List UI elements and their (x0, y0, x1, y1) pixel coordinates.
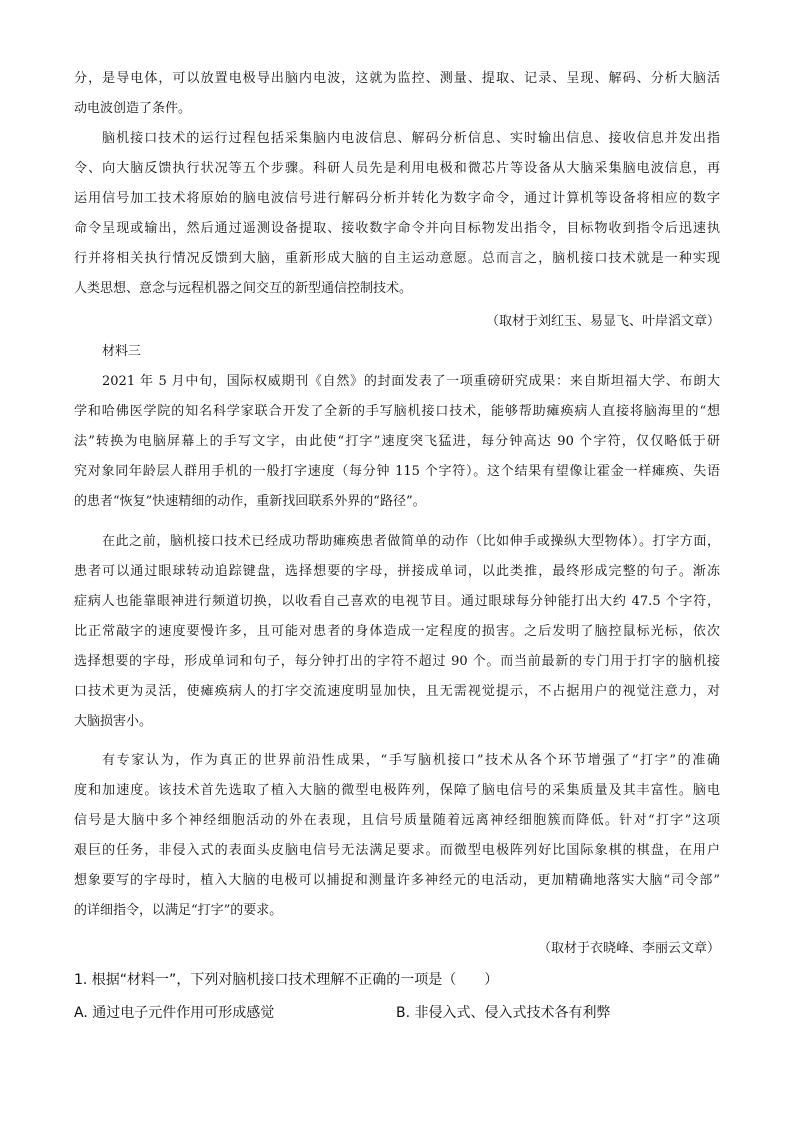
paragraph-line: 度和加速度。该技术首先选取了植入大脑的微型电极阵列，保障了脑电信号的采集质量及其丰富性。脑电 (74, 783, 720, 798)
source-citation: （取材于衣晓峰、李丽云文章） (537, 941, 720, 956)
option-b: B. 非侵入式、侵入式技术各有利弊 (396, 1005, 611, 1021)
paragraph-line: 行并将相关执行情况反馈到大脑，重新形成大脑的自主运动意愿。总而言之，脑机接口技术就是一种实现 (74, 251, 720, 266)
paragraph-line: 令、向大脑反馈执行状况等五个步骤。科研人员先是利用电极和微芯片等设备从大脑采集脑电波信息，再 (74, 161, 720, 176)
paragraph-line: 想象要写的字母时，植入大脑的电极可以捕捉和测量许多神经元的电活动，更加精确地落实大脑“司令部” (74, 873, 720, 888)
paragraph-line: 脑机接口技术的运行过程包括采集脑内电波信息、解码分析信息、实时输出信息、接收信息并发出指 (102, 131, 720, 146)
paragraph-line: 分，是导电体，可以放置电极导出脑内电波，这就为监控、测量、提取、记录、呈现、解码、分析大脑活 (74, 71, 720, 86)
paragraph-line: 法”转换为电脑屏幕上的手写文字，由此使“打字”速度突飞猛进，每分钟高达 90 个字符，仅仅略低于研 (74, 434, 720, 449)
paragraph-line: 的患者“恢复”快速精细的动作，重新找回联系外界的“路径”。 (74, 494, 426, 509)
paragraph-line: 信号是大脑中多个神经细胞活动的外在表现，且信号质量随着远离神经细胞簇而降低。针对“打字”这项 (74, 813, 720, 828)
paragraph-line: 比正常敲字的速度要慢许多，且可能对患者的身体造成一定程度的损害。之后发明了脑控鼠标光标，依次 (74, 624, 720, 639)
paragraph-line: 大脑损害小。 (74, 714, 153, 729)
paragraph-line: 艰巨的任务，非侵入式的表面头皮脑电信号无法满足要求。而微型电极阵列好比国际象棋的棋盘，在用户 (74, 843, 720, 858)
paragraph-line: 2021 年 5 月中旬，国际权威期刊《自然》的封面发表了一项重磅研究成果：来自斯坦福大学、布朗大 (102, 374, 720, 389)
paragraph-line: 动电波创造了条件。 (74, 101, 192, 116)
paragraph-line: 人类思想、意念与远程机器之间交互的新型通信控制技术。 (74, 281, 413, 296)
paragraph-line: 口技术更为灵活，使瘫痪病人的打字交流速度明显加快，且无需视觉提示，不占据用户的视觉注意力，对 (74, 684, 720, 699)
paragraph-line: 命令呈现或输出，然后通过遥测设备提取、接收数字命令并向目标物发出指令，目标物收到指令后迅速执 (74, 221, 720, 236)
source-citation: （取材于刘红玉、易显飞、叶岸滔文章） (485, 314, 720, 329)
paragraph-line: 究对象同年龄层人群用手机的一般打字速度（每分钟 115 个字符）。这个结果有望像让霍金一样瘫痪、失语 (74, 464, 720, 479)
material-heading: 材料三 (102, 344, 142, 359)
paragraph-line: 有专家认为，作为真正的世界前沿性成果，“手写脑机接口”技术从各个环节增强了“打字”的准确 (102, 753, 720, 768)
option-a: A. 通过电子元件作用可形成感觉 (74, 1005, 275, 1021)
paragraph-line: 在此之前，脑机接口技术已经成功帮助瘫痪患者做简单的动作（比如伸手或操纵大型物体）。打字方面， (102, 534, 720, 549)
paragraph-line: 的详细指令，以满足“打字”的要求。 (74, 903, 283, 918)
paragraph-line: 症病人也能靠眼神进行频道切换，以收看自己喜欢的电视节目。通过眼球每分钟能打出大约 47.5 个字符， (74, 594, 720, 609)
paragraph-line: 学和哈佛医学院的知名科学家联合开发了全新的手写脑机接口技术，能够帮助瘫痪病人直接将脑海里的“想 (74, 404, 720, 419)
question-stem: 1. 根据“材料一”，下列对脑机接口技术理解不正确的一项是（ ） (74, 972, 499, 988)
paragraph-line: 运用信号加工技术将原始的脑电波信号进行解码分析并转化为数字命令，通过计算机等设备将相应的数字 (74, 191, 720, 206)
paragraph-line: 患者可以通过眼球转动追踪键盘，选择想要的字母，拼接成单词，以此类推，最终形成完整的句子。渐冻 (74, 564, 720, 579)
paragraph-line: 选择想要的字母，形成单词和句子，每分钟打出的字符不超过 90 个。而当前最新的专门用于打字的脑机接 (74, 654, 720, 669)
